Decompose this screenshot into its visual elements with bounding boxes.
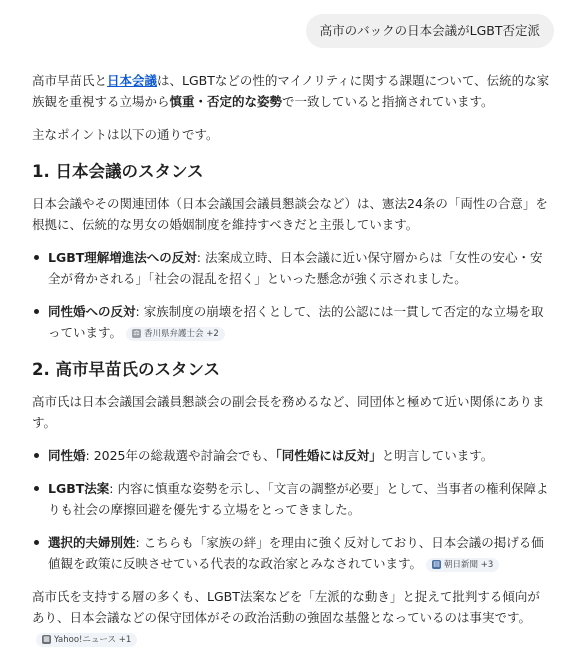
intro-text: で一致していると指摘されています。 xyxy=(282,94,494,109)
list-item xyxy=(32,301,552,343)
intro-paragraph xyxy=(32,70,552,112)
source-chip-label: 朝日新聞 +3 xyxy=(444,559,494,570)
source-chip[interactable] xyxy=(426,558,499,572)
intro-bold: 慎重・否定的な姿勢 xyxy=(169,94,283,109)
section1-heading: 1. 日本会議のスタンス xyxy=(32,162,204,181)
section2-body: 高市氏は日本会議国会議員懇談会の副会長を務めるなど、同団体と極めて近い関係にあります。 xyxy=(32,394,545,430)
list-item xyxy=(32,445,552,466)
list-item xyxy=(32,247,552,289)
bullet-bold: 「同性婚には反対」 xyxy=(275,448,382,463)
bullet-dot xyxy=(34,540,39,545)
nippon-kaigi-link[interactable]: 日本会議 xyxy=(107,73,158,88)
bullet-dot xyxy=(34,486,39,491)
source-chip-label: 香川県弁護士会 +2 xyxy=(144,328,219,339)
intro-text: は、LGBTなどの性的マイノリティに関する課題について、伝統的な家族観を重視する立場から xyxy=(32,73,550,109)
bullet-label: 同性婚への反対 xyxy=(48,304,136,319)
bullet-dot xyxy=(34,309,39,314)
closing-paragraph xyxy=(32,586,552,649)
newspaper-icon: ▤ xyxy=(433,560,440,568)
bullet-text: : 家族制度の崩壊を招くとして、法的公認には一貫して否定的な立場を取っています。 xyxy=(48,304,544,340)
bullet-dot xyxy=(34,453,39,458)
scales-icon: ⚖ xyxy=(133,329,140,337)
list-item xyxy=(32,478,552,520)
bullet-label: 選択的夫婦別姓 xyxy=(48,535,136,550)
list-item xyxy=(32,532,552,574)
source-chip-label: Yahoo!ニュース +1 xyxy=(54,634,132,645)
yahoo-news-icon: ▦ xyxy=(43,635,50,643)
bullet-label: 同性婚 xyxy=(48,448,86,463)
user-message-bubble: 高市のバックの日本会議がLGBT否定派 xyxy=(306,14,554,48)
bullet-label: LGBT理解増進法への反対 xyxy=(48,250,197,265)
bullet-label: LGBT法案 xyxy=(48,481,110,496)
intro-text: 高市早苗氏と xyxy=(32,73,108,88)
section1-body: 日本会議やその関連団体（日本会議国会議員懇談会など）は、憲法24条の「両性の合意」を根拠に、伝統的な男女の婚姻制度を維持すべきだと主張しています。 xyxy=(32,196,548,232)
source-chip[interactable] xyxy=(126,327,225,341)
bullet-text: : 法案成立時、日本会議に近い保守層からは「女性の安心・安全が脅かされる」「社会の混乱を招く」といった懸念が強く示されました。 xyxy=(48,250,543,286)
response-content xyxy=(32,70,552,649)
bullet-text: と明言しています。 xyxy=(381,448,494,463)
bullet-text: : 2025年の総裁選や討論会でも、 xyxy=(85,448,276,463)
points-lead: 主なポイントは以下の通りです。 xyxy=(32,127,219,142)
section2-list xyxy=(32,445,552,574)
bullet-dot xyxy=(34,255,39,260)
bullet-text: : 内容に慎重な姿勢を示し、「文言の調整が必要」として、当事者の権利保障よりも社会の摩擦回避を優先する立場をとってきました。 xyxy=(48,481,549,517)
section1-list xyxy=(32,247,552,343)
section2-heading: 2. 高市早苗氏のスタンス xyxy=(32,360,220,379)
user-message-row xyxy=(306,14,554,48)
closing-text: 高市氏を支持する層の多くも、LGBT法案などを「左派的な動き」と捉えて批判する傾向があり、日本会議などの保守団体がその政治活動の強固な基盤となっているのは事実です。 xyxy=(32,589,540,625)
source-chip[interactable] xyxy=(36,633,137,647)
bullet-text: : こちらも「家族の絆」を理由に強く反対しており、日本会議の掲げる価値観を政策に反映させている代表的な政治家とみなされています。 xyxy=(48,535,544,571)
